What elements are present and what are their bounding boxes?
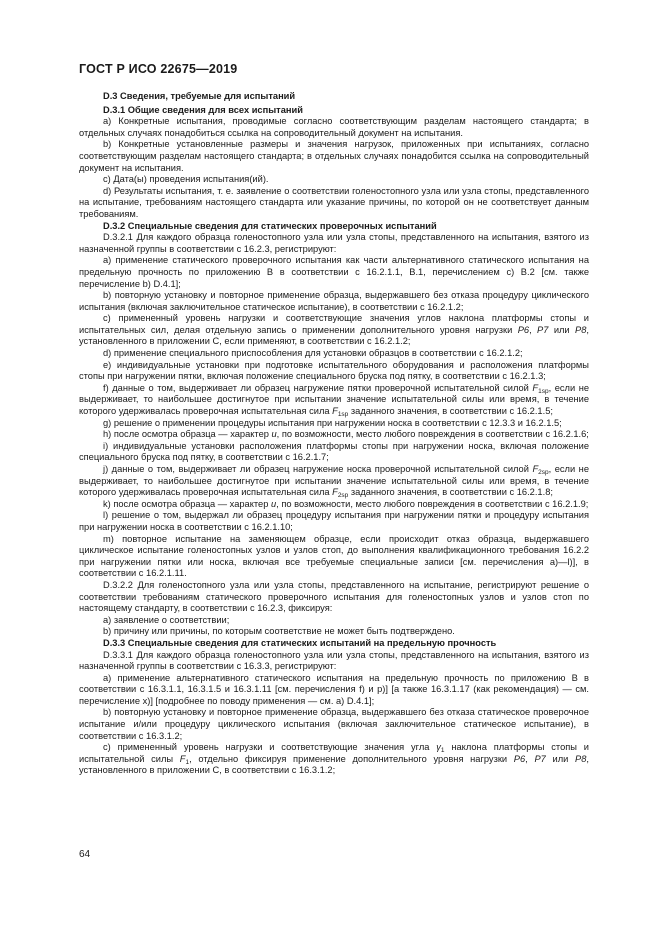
list-item: f) данные о том, выдерживает ли образец нагружение пятки проверочной испытательной силой $F_{1sp}$, если не выдерживает, то наибольшее достигнутое при испытании значение испытательной силы или время, в течение которого удерживалась проверочная испытательная сила $F_{1sp}$ заданного значения, в соответствии с 16.2.1.5; — [79, 382, 589, 419]
page-content — [79, 91, 589, 777]
list-item: g) решение о применении процедуры испытания при нагружении носка в соответствии с 12.3.3 и 16.2.1.5; — [103, 417, 562, 428]
paragraph: D.3.2.2 Для голеностопного узла или узла стопы, представленного на испытание, регистрируют решение о соответствии требованиям статического проверочного испытания для голеностопных узлов и узлов стоп по настоящему стандарту, в соответствии с 16.2.3, фиксируя: — [79, 579, 589, 614]
list-item: i) индивидуальные установки расположения платформы стопы при нагружении носка, включая положение специального бруска под пятку, в соответствии с 16.2.1.7; — [79, 440, 589, 463]
list-item: е) индивидуальные установки при подготовке испытательного оборудования и расположения платформы стопы при нагружении пятки, включая положение специального бруска под пятку, в соответствии с 16.2.1.3; — [79, 359, 589, 382]
list-item: k) после осмотра образца — характер и, по возможности, место любого повреждения в соответствии с 16.2.1.9; — [103, 498, 589, 509]
list-item: а) применение статического проверочного испытания как части альтернативного статического испытания на предельную прочность по приложению В в соответствии с 16.2.1.1, В.1, перечислением с) В.2 [см. также перечисление b) D.4.1]; — [79, 255, 589, 289]
list-item: l) решение о том, выдержал ли образец процедуру испытания при нагружении пятки и процедуру испытания при нагружении носка в соответствии с 16.2.1.10; — [79, 510, 589, 532]
list-item: b) повторную установку и повторное применение образца, выдержавшего без отказа статическое проверочное испытание и/или процедуру циклического испытания (включая заключительное статическое испытание), в соответствии с 16.3.1.2; — [79, 707, 589, 741]
paragraph: а) Конкретные испытания, проводимые согласно соответствующим разделам настоящего стандарта; в отдельных случаях понадобиться ссылка на сопроводительный документ на испытания. — [79, 116, 589, 138]
paragraph: b) Конкретные установленные размеры и значения нагрузок, приложенных при испытаниях, согласно соответствующим разделам настоящего стандарта; в отдельных случаях понадобится ссылка на сопроводительный документ на испытания. — [79, 139, 589, 173]
list-item: h) после осмотра образца — характер и, по возможности, место любого повреждения в соответствии с 16.2.1.6; — [103, 429, 589, 440]
document-header: ГОСТ Р ИСО 22675—2019 — [79, 62, 238, 76]
list-item: b) повторную установку и повторное применение образца, выдержавшего без отказа процедуру циклического испытания (включая заключительное статическое испытание), в соответствии с 16.2.1.2; — [79, 290, 589, 312]
paragraph: с) Дата(ы) проведения испытания(ий). — [103, 174, 269, 185]
list-item: m) повторное испытание на заменяющем образце, если происходит отказ образца, выдержавшего циклическое испытание голеностопных узлов и узлов стоп, до выполнения квалификационного требования 16.2.2 при нагружении пятки или носка, включая все требуемые специальные записи [см. перечисления а)—l)], в соответствии с 16.2.1.11. — [79, 533, 589, 579]
subsection-heading-d32: D.3.2 Специальные сведения для статических проверочных испытаний — [103, 220, 437, 231]
paragraph: D.3.3.1 Для каждого образца голеностопного узла или узла стопы, представленного на испытания, взятого из назначенной группы в соответствии с 16.3.3, регистрируют: — [79, 649, 589, 672]
page-number: 64 — [79, 849, 91, 860]
list-item: а) применение альтернативного статического испытания на предельную прочность по приложению В в соответствии с 16.3.1.1, 16.3.1.5 и 16.3.1.11 [см. перечисления f) и p)] [а также 16.3.1.17 (как рекомендация) — см. перечисление х)] [подробнее по поводу применения — см. а) D.4.1]; — [79, 672, 589, 706]
subsection-heading-d33: D.3.3 Специальные сведения для статических испытаний на предельную прочность — [103, 637, 497, 648]
list-item: d) применение специального приспособления для установки образцов в соответствии с 16.2.1.2; — [103, 348, 523, 359]
list-item: с) примененный уровень нагрузки и соответствующие значения углов наклона платформы стопы и испытательных сил, делая отдельную запись о применении дополнительного уровня нагрузки Р6, Р7 или Р8, установленного в приложении С, если применяют, в соответствии с 16.2.1.2; — [79, 313, 589, 347]
list-item: а) заявление о соответствии; — [103, 614, 230, 625]
list-item: с) примененный уровень нагрузки и соответствующие значения угла $\gamma_1$ наклона платформы стопы и испытательной силы $F_1$, отдельно фиксируя применение дополнительного уровня нагрузки Р6, Р7 или Р8, установленного в приложении С, в соответствии с 16.3.1.2; — [79, 742, 589, 776]
paragraph: d) Результаты испытания, т. е. заявление о соответствии голеностопного узла или узла стопы, представленного на испытание, требованиям настоящего стандарта или указание причины, по которой он не соответствует данным требованиям. — [79, 185, 589, 219]
paragraph: D.3.2.1 Для каждого образца голеностопного узла или узла стопы, представленного на испытания, взятого из назначенной группы в соответствии с 16.2.3, регистрируют: — [79, 232, 589, 254]
list-item: b) причину или причины, по которым соответствие не может быть подтверждено. — [103, 626, 455, 637]
list-item: j) данные о том, выдерживает ли образец нагружение носка проверочной испытательной силой $F_{2sp}$, если не выдерживает, то наибольшее достигнутое при испытании значение испытательной силы или время, в течение которого удерживалась проверочная испытательная сила $F_{2sp}$ заданного значения, в соответствии с 16.2.1.8; — [79, 464, 589, 500]
section-heading: D.3 Сведения, требуемые для испытаний — [103, 91, 296, 101]
subsection-heading-d31: D.3.1 Общие сведения для всех испытаний — [103, 104, 303, 115]
